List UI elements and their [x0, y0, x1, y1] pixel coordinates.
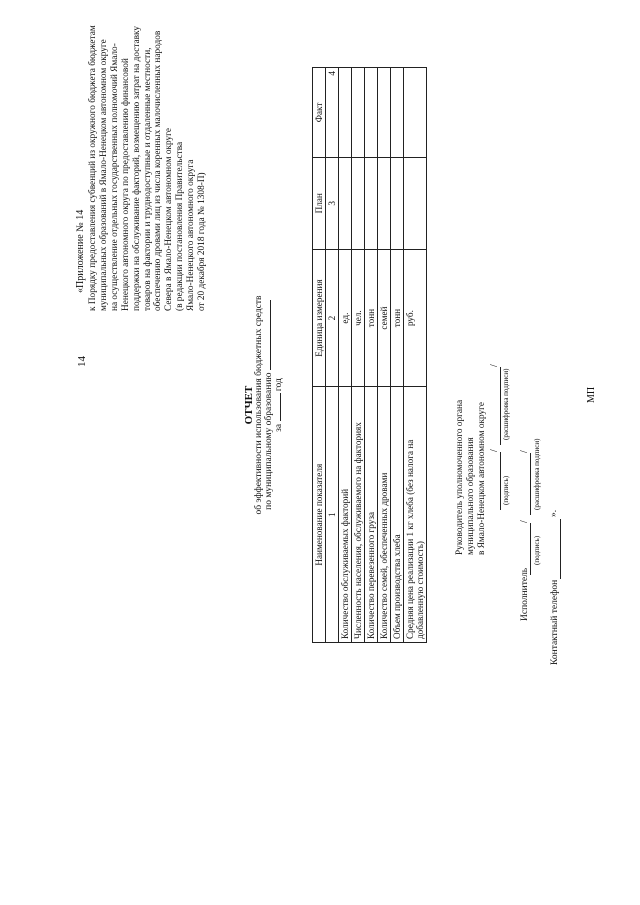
- indicator-plan[interactable]: [404, 157, 427, 249]
- indicator-unit: тонн: [391, 249, 404, 387]
- indicator-fact[interactable]: [378, 68, 391, 158]
- executor-sign-caption: (подпись): [533, 535, 541, 565]
- indicator-name: Объем производства хлеба: [391, 387, 404, 643]
- head-title-line: муниципального образования: [466, 437, 476, 555]
- stamp-placeholder: МП: [586, 386, 597, 403]
- table-number-row: [326, 68, 339, 643]
- indicator-fact[interactable]: [365, 68, 378, 158]
- contact-suffix: ».: [549, 509, 559, 517]
- indicator-fact[interactable]: [339, 68, 352, 158]
- head-sign-line[interactable]: [500, 452, 501, 510]
- table-row: [378, 68, 391, 643]
- column-number: 3: [326, 157, 339, 249]
- year-line: [274, 265, 284, 545]
- indicator-fact[interactable]: [352, 68, 365, 158]
- head-decode-line[interactable]: [500, 367, 501, 445]
- municipality-blank: [270, 300, 271, 370]
- order-line: Ненецкого автономного округа по предоставлению финансовой: [120, 58, 131, 311]
- year-blank: [280, 394, 281, 422]
- head-slash: /: [489, 449, 500, 452]
- column-number: 1: [326, 387, 339, 643]
- head-slash-end: /: [489, 364, 500, 367]
- table-row: [365, 68, 378, 643]
- municipality-label: по муниципальному образованию: [264, 372, 274, 510]
- indicator-name: Средняя цена реализации 1 кг хлеба (без налога на добавленную стоимость): [404, 387, 427, 643]
- indicator-plan[interactable]: [352, 157, 365, 249]
- report-table: [312, 67, 427, 643]
- year-suffix: год: [274, 378, 284, 392]
- order-line: Севера в Ямало-Ненецком автономном округе: [164, 128, 175, 311]
- page-number: 14: [76, 356, 88, 367]
- indicator-name: Численность населения, обслуживаемого на факториях: [352, 387, 365, 643]
- indicator-unit: тонн: [365, 249, 378, 387]
- head-title-line: Руководитель уполномоченного органа: [455, 399, 465, 555]
- column-header: Единица измерения: [313, 249, 326, 387]
- table-header-row: [313, 68, 326, 643]
- year-prefix: за: [274, 423, 284, 432]
- order-line: муниципальных образований в Ямало-Ненецком автономном округе: [98, 39, 109, 311]
- indicator-unit: чел.: [352, 249, 365, 387]
- order-line: к Порядку предоставления субвенций из окружного бюджета бюджетам: [88, 25, 98, 311]
- indicator-unit: семей: [378, 249, 391, 387]
- indicator-name: Количество семей, обеспеченных дровами: [378, 387, 391, 643]
- indicator-plan[interactable]: [391, 157, 404, 249]
- executor-sign-line[interactable]: [530, 523, 531, 575]
- table-row: [391, 68, 404, 643]
- column-number: 4: [326, 68, 339, 158]
- indicator-plan[interactable]: [339, 157, 352, 249]
- indicator-unit: руб.: [404, 249, 427, 387]
- executor-decode-caption: (расшифровка подписи): [533, 438, 541, 510]
- executor-label: Исполнитель: [520, 567, 530, 621]
- executor-slash: /: [519, 520, 530, 523]
- order-line: (в редакции постановления Правительства: [175, 141, 186, 311]
- indicator-name: Количество обслуживаемых факторий: [339, 387, 352, 643]
- indicator-plan[interactable]: [365, 157, 378, 249]
- executor-slash-end: /: [519, 450, 530, 453]
- indicator-unit: ед.: [339, 249, 352, 387]
- order-line: обеспечению дровами лиц из числа коренных малочисленных народов: [153, 30, 164, 311]
- contact-label: Контактный телефон: [550, 579, 560, 665]
- indicator-name: Количество перевезенного груза: [365, 387, 378, 643]
- report-heading: ОТЧЕТ: [243, 385, 255, 425]
- indicator-fact[interactable]: [404, 68, 427, 158]
- order-line: поддержки на обслуживание факторий, возмещению затрат на доставку: [131, 25, 142, 311]
- order-line: на осуществление отдельных государственных полномочий Ямало-: [109, 43, 120, 311]
- order-line: Ямало-Ненецкого автономного округа: [186, 159, 197, 311]
- order-reference: [88, 25, 208, 311]
- table-row: [352, 68, 365, 643]
- municipality-line: [264, 265, 274, 545]
- order-line: от 20 декабря 2018 года № 1308-П): [197, 172, 208, 311]
- report-subtitle: об эффективности использования бюджетных средств: [254, 295, 264, 515]
- order-line: товаров на фактории и труднодоступные и отдаленные местности,: [142, 47, 153, 311]
- indicator-plan[interactable]: [378, 157, 391, 249]
- appendix-label: «Приложение № 14: [75, 209, 86, 293]
- contact-phone-line[interactable]: [560, 519, 561, 579]
- executor-decode-line[interactable]: [530, 453, 531, 515]
- column-header: Факт: [313, 68, 326, 158]
- column-header: План: [313, 157, 326, 249]
- column-number: 2: [326, 249, 339, 387]
- table-row: [404, 68, 427, 643]
- head-title-line: в Ямало-Ненецком автономном округе: [477, 402, 487, 555]
- table-row: [339, 68, 352, 643]
- head-sign-caption: (подпись): [502, 475, 510, 505]
- column-header: Наименование показателя: [313, 387, 326, 643]
- indicator-fact[interactable]: [391, 68, 404, 158]
- report-title: [244, 265, 284, 545]
- head-decode-caption: (расшифровка подписи): [502, 368, 510, 440]
- head-signature-block: [455, 400, 488, 555]
